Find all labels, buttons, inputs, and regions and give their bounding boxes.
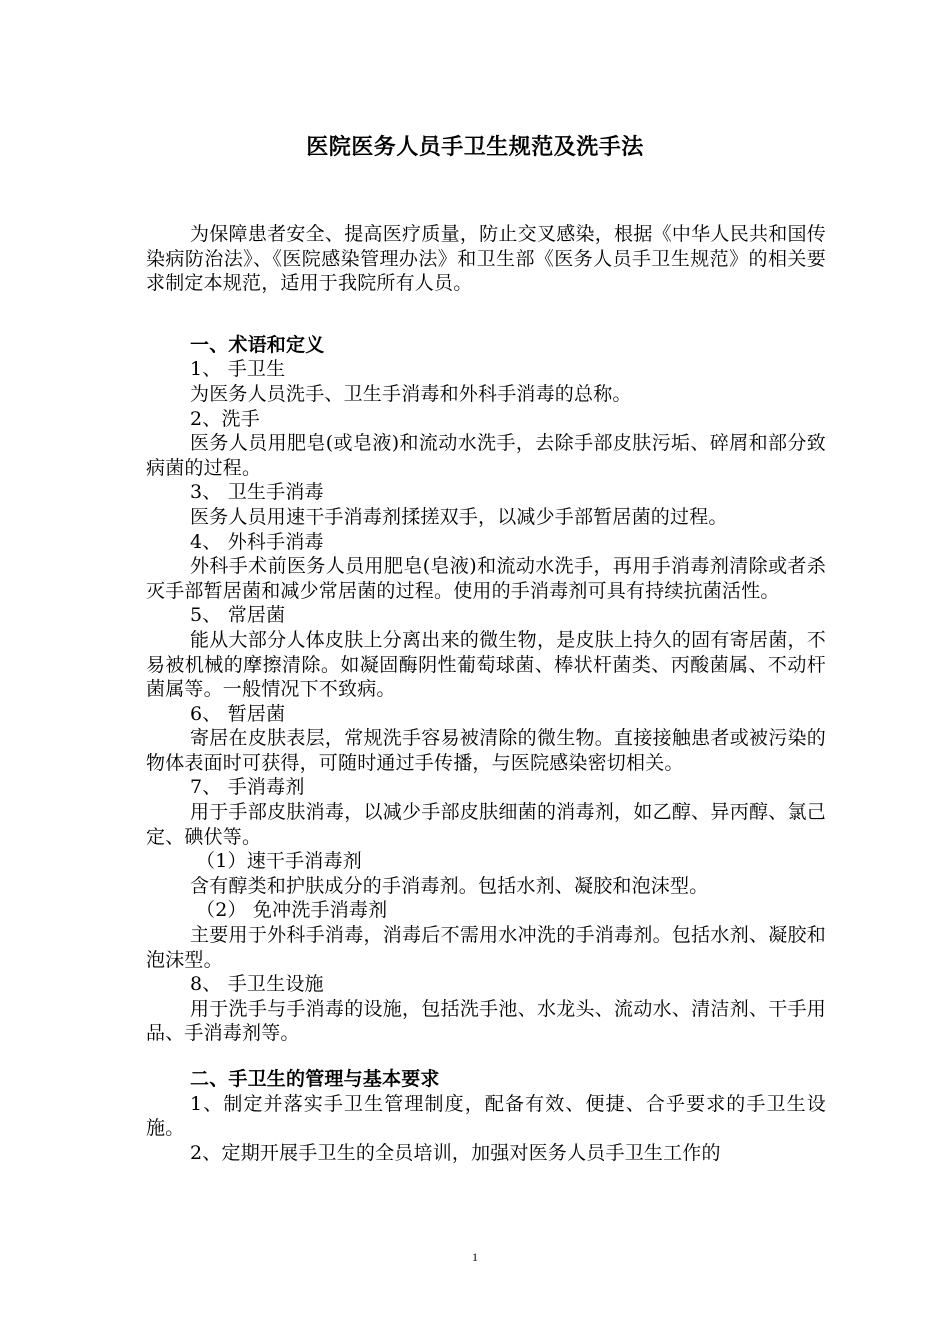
document-title: 医院医务人员手卫生规范及洗手法: [306, 135, 644, 160]
term-label: 7、 手消毒剂: [190, 776, 305, 799]
term-definition: 为医务人员洗手、卫生手消毒和外科手消毒的总称。: [190, 382, 632, 405]
term-label: 4、 外科手消毒: [190, 530, 324, 553]
term-definition: 外科手术前医务人员用肥皂(皂液)和流动水洗手，再用手消毒剂清除或者杀灭手部暂居菌和减少常居菌的过程。使用的手消毒剂可具有持续抗菌活性。: [146, 555, 826, 602]
subterm-label: （2） 免冲洗手消毒剂: [196, 899, 388, 922]
section-1-heading: 一、术语和定义: [190, 333, 325, 356]
term-label: 3、 卫生手消毒: [190, 481, 324, 504]
subterm-label: （1）速干手消毒剂: [196, 850, 362, 873]
term-definition: 用于手部皮肤消毒，以减少手部皮肤细菌的消毒剂，如乙醇、异丙醇、氯己定、碘伏等。: [146, 801, 826, 848]
page-number: 1: [472, 1250, 478, 1264]
section-2-heading: 二、手卫生的管理与基本要求: [190, 1068, 440, 1090]
term-definition: 用于洗手与手消毒的设施，包括洗手池、水龙头、流动水、清洁剂、干手用品、手消毒剂等。: [146, 997, 826, 1045]
subterm-definition: 含有醇类和护肤成分的手消毒剂。包括水剂、凝胶和泡沫型。: [190, 874, 709, 897]
intro-paragraph: 为保障患者安全、提高医疗质量，防止交叉感染，根据《中华人民共和国传染病防治法》、《医院感染管理办法》和卫生部《医务人员手卫生规范》的相关要求制定本规范，适用于我院所有人员。: [146, 223, 826, 295]
term-label: 6、 暂居菌: [190, 702, 286, 725]
term-label: 5、 常居菌: [190, 604, 286, 627]
term-definition: 寄居在皮肤表层，常规洗手容易被清除的微生物。直接接触患者或被污染的物体表面时可获得，可随时通过手传播，与医院感染密切相关。: [146, 727, 826, 774]
term-definition: 医务人员用肥皂(或皂液)和流动水洗手，去除手部皮肤污垢、碎屑和部分致病菌的过程。: [146, 432, 826, 479]
subterm-definition: 主要用于外科手消毒，消毒后不需用水冲洗的手消毒剂。包括水剂、凝胶和泡沫型。: [146, 924, 826, 971]
document-body: [146, 222, 826, 1165]
requirement-item: 2、定期开展手卫生的全员培训，加强对医务人员手卫生工作的: [190, 1141, 721, 1164]
term-definition: 医务人员用速干手消毒剂揉搓双手，以减少手部暂居菌的过程。: [190, 505, 728, 528]
term-definition: 能从大部分人体皮肤上分离出来的微生物，是皮肤上持久的固有寄居菌，不易被机械的摩擦清除。如凝固酶阴性葡萄球菌、棒状杆菌类、丙酸菌属、不动杆菌属等。一般情况下不致病。: [146, 628, 826, 701]
term-label: 8、 手卫生设施: [190, 973, 324, 996]
term-label: 1、 手卫生: [190, 358, 286, 381]
term-label: 2、洗手: [190, 407, 260, 430]
requirement-item: 1、制定并落实手卫生管理制度，配备有效、便捷、合乎要求的手卫生设施。: [146, 1092, 826, 1140]
